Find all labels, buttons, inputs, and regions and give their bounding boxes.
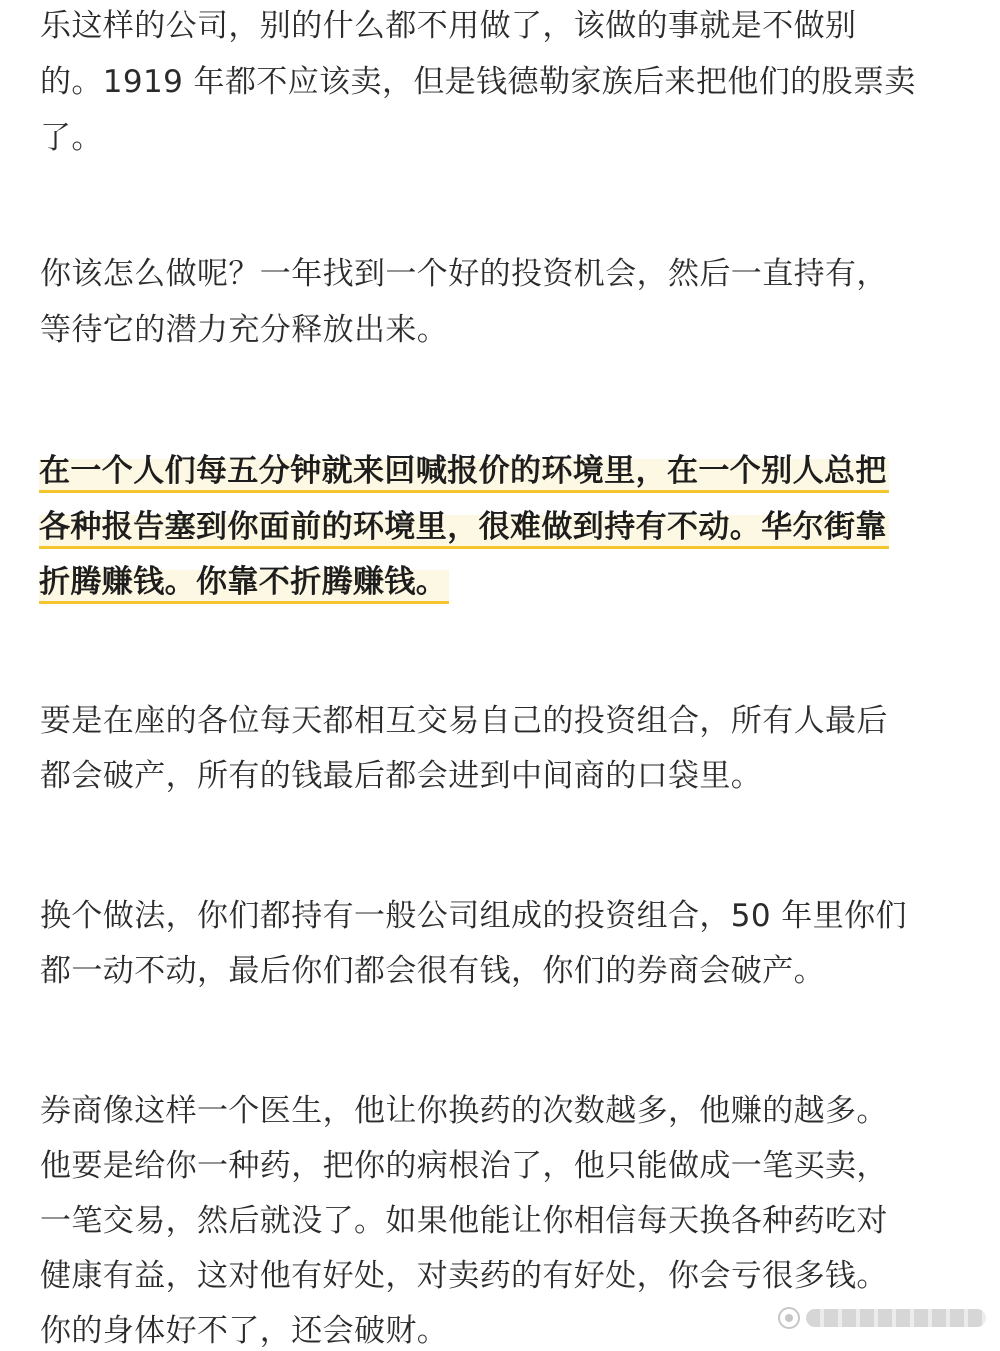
paragraph-line: 乐这样的公司，别的什么都不用做了，该做的事就是不做别 (40, 8, 857, 44)
paragraph-line: 要是在座的各位每天都相互交易自己的投资组合，所有人最后 (40, 703, 888, 739)
highlight-text: 折腾赚钱。你靠不折腾赚钱。 (39, 564, 449, 606)
highlighted-line (40, 451, 889, 491)
paragraph-line: 券商像这样一个医生，他让你换药的次数越多，他赚的越多。 (40, 1093, 888, 1129)
weibo-watermark-icon (778, 1307, 800, 1329)
highlighted-line (40, 507, 889, 547)
watermark (778, 1304, 998, 1332)
paragraph-line: 健康有益，这对他有好处，对卖药的有好处，你会亏很多钱。 (40, 1258, 888, 1294)
highlight-text: 在一个人们每五分钟就来回喊报价的环境里，在一个别人总把 (39, 453, 889, 495)
paragraph-line: 都一动不动，最后你们都会很有钱，你们的券商会破产。 (40, 953, 825, 989)
paragraph-line: 了。 (40, 120, 103, 156)
watermark-text-blur (806, 1309, 986, 1327)
paragraph-line: 换个做法，你们都持有一般公司组成的投资组合，50 年里你们 (40, 898, 907, 934)
paragraph-line: 你该怎么做呢？一年找到一个好的投资机会，然后一直持有， (40, 256, 888, 292)
paragraph-line: 的。1919 年都不应该卖，但是钱德勒家族后来把他们的股票卖 (40, 64, 916, 100)
paragraph-line: 你的身体好不了，还会破财。 (40, 1313, 449, 1349)
paragraph-line: 他要是给你一种药，把你的病根治了，他只能做成一笔买卖， (40, 1148, 888, 1184)
paragraph-line: 等待它的潜力充分释放出来。 (40, 312, 449, 348)
highlight-text: 各种报告塞到你面前的环境里，很难做到持有不动。华尔街靠 (39, 509, 889, 551)
paragraph-line: 都会破产，所有的钱最后都会进到中间商的口袋里。 (40, 758, 763, 794)
paragraph-line: 一笔交易，然后就没了。如果他能让你相信每天换各种药吃对 (40, 1203, 888, 1239)
highlighted-line (40, 562, 449, 602)
